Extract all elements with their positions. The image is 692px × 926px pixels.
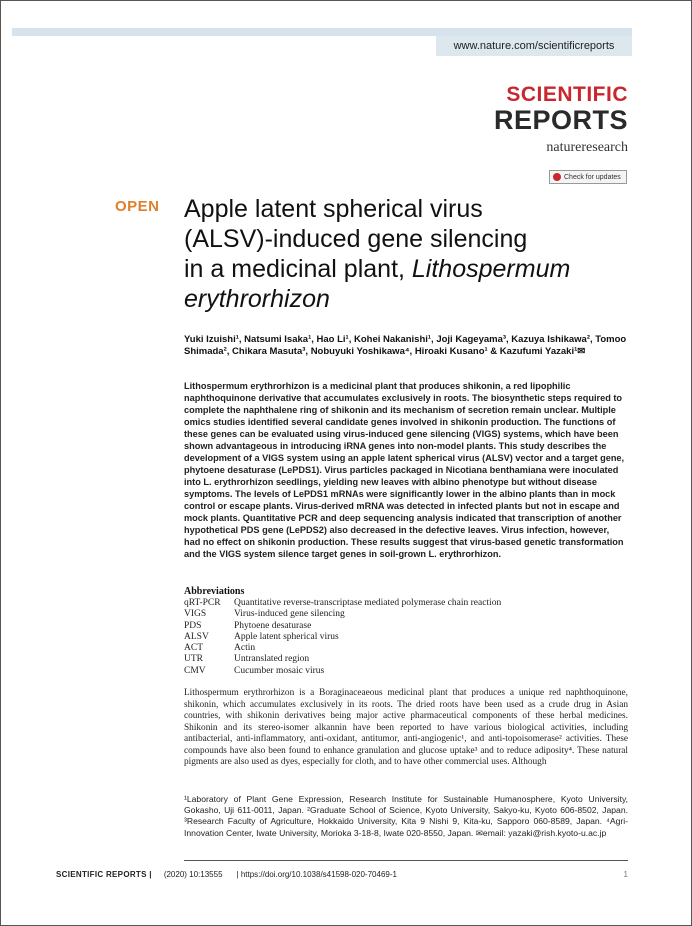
abbreviation-value: Virus-induced gene silencing	[234, 609, 345, 620]
abbreviation-key: ALSV	[184, 631, 209, 642]
title-line-3	[184, 254, 634, 314]
abbreviation-value: Actin	[234, 643, 256, 654]
check-updates-button[interactable]	[549, 170, 627, 184]
abbreviation-key: UTR	[184, 654, 203, 665]
affiliations: ¹Laboratory of Plant Gene Expression, Research Institute for Sustainable Humanosphere, Kyoto University, Gokasho, Uji 611-0011, Japan. ²Graduate School of Science, Kyoto University, Sakyo-ku, Kyoto 606-8502, Japan. ³Research Faculty of Agriculture, Hokkaido University, Kita 9 Nishi 9, Kita-ku, Sapporo 060-8589, Japan. ⁴Agri-Innovation Center, Iwate University, Morioka 3-18-8, Iwate 020-8550, Japan. ✉email: yazaki@rish.kyoto-u.ac.jp	[184, 794, 628, 838]
footer-year: (2020) 10:13555	[163, 870, 223, 879]
abbreviation-row	[184, 632, 501, 643]
page-footer	[56, 870, 628, 879]
abbreviation-row	[184, 609, 501, 620]
title-line-2: (ALSV)-induced gene silencing	[184, 225, 528, 253]
update-icon	[553, 173, 561, 181]
abbreviation-key: qRT-PCR	[184, 598, 221, 608]
journal-url[interactable]: www.nature.com/scientificreports	[436, 36, 632, 56]
abbreviation-row	[184, 643, 501, 654]
abbreviations-list	[184, 598, 501, 677]
abbreviation-row	[184, 621, 501, 632]
body-paragraph: Lithospermum erythrorhizon is a Boraginaceaeous medicinal plant that produces a unique red naphthoquinone, shikonin, which accumulates exclusively in its roots. The dried roots have been used as a crude drug in Asian countries, with shikonin derivatives being major active pharmaceutical components of these herbal medicines. Shikonin and its stereo-isomer alkannin have been reported to have various biological activities, including antibacterial, anti-inflammatory, anti-oxidant, antitumor, anti-angiogenic¹, and anti-topoisomerase² activities. These compounds have also been found to enhance granulation and glucose uptake³ and to reduce adiposity⁴. These natural pigments are also used as dyes, especially for cloth, and to have other commercial uses. Although	[184, 688, 628, 767]
title-line-3-text: in a medicinal plant,	[184, 255, 412, 283]
abstract: Lithospermum erythrorhizon is a medicinal plant that produces shikonin, a red lipophilic naphthoquinone derivative that accumulates exclusively in roots. The biosynthetic steps required to complete the naphthalene ring of shikonin and its mechanism of secretion remain unclear. Multiple omics studies identified several candidate genes involved in shikonin production. The functions of these genes can be evaluated using virus-induced gene silencing (VIGS) systems, which have been shown advantageous in introducing iRNA genes into non-model plants. This study describes the development of a VIGS system using an apple latent spherical virus (ALSV) vector and a target gene, phytoene desaturase (LePDS1). Virus particles packaged in Nicotiana benthamiana were inoculated into L. erythrorhizon seedlings, yielding new leaves with albino phenotype but without disease symptoms. The levels of LePDS1 mRNAs were significantly lower in the albino plants than in mock control or escape plants. Virus-derived mRNA was detected in infected plants but not in escape and mock plants. Quantitative PCR and deep sequencing analysis indicated that transcription of another hypothetical PDS gene (LePDS2) also decreased in the defective leaves. Virus infection, however, had no effect on shikonin production. These results suggest that virus-based genetic transformation and the VIGS system silence target genes in soil-grown L. erythrorhizon.	[184, 381, 625, 559]
abbreviation-value: Untranslated region	[234, 654, 310, 665]
footer-divider	[184, 860, 628, 861]
author-list: Yuki Izuishi¹, Natsumi Isaka¹, Hao Li¹, Kohei Nakanishi¹, Joji Kageyama³, Kazuya Ishikawa², Tomoo Shimada², Chikara Masuta³, Nobuyuki Yoshikawa⁴, Hiroaki Kusano¹ & Kazufumi Yazaki¹✉	[184, 334, 627, 357]
journal-logo-scientific: SCIENTIFIC	[506, 83, 628, 106]
journal-logo-reports: REPORTS	[493, 105, 628, 135]
abbreviations-heading: Abbreviations	[184, 586, 245, 597]
abbreviation-key: VIGS	[184, 609, 207, 620]
abbreviation-value: Phytoene desaturase	[234, 620, 312, 631]
footer-doi-link[interactable]: | https://doi.org/10.1038/s41598-020-70469-1	[236, 870, 397, 879]
check-updates-label: Check for updates	[564, 173, 621, 181]
open-access-label: OPEN	[115, 198, 160, 215]
title-line-1: Apple latent spherical virus	[184, 195, 483, 223]
abbreviation-value: Quantitative reverse-transcriptase mediated polymerase chain reaction	[234, 598, 502, 608]
abbreviation-row	[184, 654, 501, 665]
footer-journal: SCIENTIFIC REPORTS |	[56, 870, 152, 879]
publisher-logo: natureresearch	[546, 140, 628, 155]
article-title	[184, 194, 634, 314]
title-species: Lithospermum erythrorhizon	[184, 255, 571, 313]
abbreviation-value: Cucumber mosaic virus	[234, 665, 325, 676]
abbreviation-row	[184, 598, 501, 609]
abbreviation-value: Apple latent spherical virus	[234, 631, 339, 642]
abbreviation-key: CMV	[184, 665, 206, 676]
top-bar	[12, 28, 632, 36]
page-number: 1	[623, 870, 628, 879]
abbreviation-key: PDS	[184, 620, 202, 631]
abbreviation-row	[184, 666, 501, 677]
abbreviation-key: ACT	[184, 643, 203, 654]
